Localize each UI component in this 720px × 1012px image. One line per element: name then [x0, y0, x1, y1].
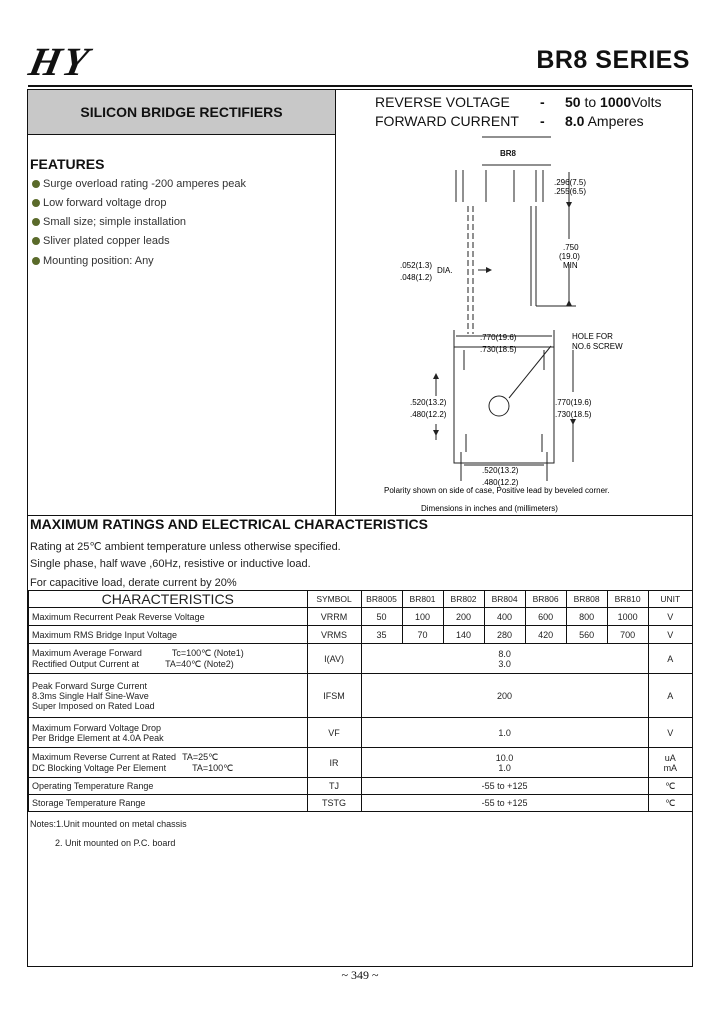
- spec-reverse-voltage: [375, 94, 685, 112]
- bullet-icon: [32, 237, 40, 245]
- polarity-note: Polarity shown on side of case, Positive lead by beveled corner.: [384, 486, 610, 495]
- table-cell: [29, 674, 308, 718]
- table-cell: TJ: [307, 778, 361, 795]
- row-value: 8.0: [498, 648, 511, 659]
- spec-dash: -: [540, 113, 545, 129]
- table-cell: [29, 644, 308, 674]
- dim-label: .770(19.6): [480, 333, 517, 342]
- dim-label: .048(1.2): [400, 273, 433, 282]
- dim-label: (19.0): [559, 252, 580, 261]
- column-header: BR802: [443, 591, 484, 608]
- table-cell: [648, 748, 692, 778]
- rating-note: Single phase, half wave ,60Hz, resistive or inductive load.: [30, 558, 311, 570]
- rating-note: Rating at 25℃ ambient temperature unless otherwise specified.: [30, 541, 341, 553]
- row-value: 1.0: [498, 762, 511, 773]
- dimensions-note: Dimensions in inches and (millimeters): [421, 504, 558, 513]
- row-value: 3.0: [498, 658, 511, 669]
- spec-dash: -: [540, 94, 545, 110]
- dim-label: .480(12.2): [410, 410, 447, 419]
- package-diagram: [336, 134, 692, 515]
- column-header: BR808: [566, 591, 607, 608]
- column-header: SYMBOL: [307, 591, 361, 608]
- row-text: DC Blocking Voltage Per Element TA=100℃: [32, 762, 234, 773]
- table-cell: [29, 718, 308, 748]
- table-cell: 70: [402, 626, 443, 644]
- table-cell: 400: [484, 608, 525, 626]
- table-cell: 200: [443, 608, 484, 626]
- row-text: Maximum Forward Voltage Drop: [32, 722, 162, 733]
- arrow-icon: [570, 419, 576, 425]
- feature-item: Mounting position: Any: [32, 255, 154, 267]
- row-text: Per Bridge Element at 4.0A Peak: [32, 732, 164, 743]
- column-header: BR810: [607, 591, 648, 608]
- table-row: [29, 748, 693, 778]
- row-text: Maximum Average Forward Tc=100℃ (Note1): [32, 647, 244, 658]
- characteristics-table: [28, 590, 693, 812]
- table-cell: IFSM: [307, 674, 361, 718]
- row-text: Rectified Output Current at TA=40℃ (Note2): [32, 658, 234, 669]
- table-cell: A: [648, 674, 692, 718]
- table-cell: VF: [307, 718, 361, 748]
- dim-label: .520(13.2): [410, 398, 447, 407]
- table-cell: 200: [361, 674, 648, 718]
- bullet-icon: [32, 199, 40, 207]
- table-cell: -55 to +125: [361, 795, 648, 812]
- column-header: BR806: [525, 591, 566, 608]
- table-cell: V: [648, 626, 692, 644]
- dim-label: .520(13.2): [482, 466, 519, 475]
- dim-label: .730(18.5): [480, 345, 517, 354]
- table-cell: [29, 748, 308, 778]
- table-cell: 35: [361, 626, 402, 644]
- table-cell: [361, 748, 648, 778]
- table-cell: TSTG: [307, 795, 361, 812]
- dim-label: .770(19.6): [555, 398, 592, 407]
- table-cell: ℃: [648, 778, 692, 795]
- arrow-icon: [486, 267, 492, 273]
- table-cell: 600: [525, 608, 566, 626]
- page-number: ~ 349 ~: [341, 968, 379, 982]
- arrow-icon: [433, 373, 439, 379]
- dim-label: DIA.: [437, 266, 453, 275]
- table-cell: 420: [525, 626, 566, 644]
- column-header: CHARACTERISTICS: [29, 591, 308, 608]
- table-cell: 100: [402, 608, 443, 626]
- table-cell: A: [648, 644, 692, 674]
- row-unit: mA: [663, 762, 678, 773]
- footnote: 2. Unit mounted on P.C. board: [55, 838, 176, 848]
- table-cell: 50: [361, 608, 402, 626]
- features-heading: FEATURES: [30, 156, 105, 172]
- dim-label: .296(7.5): [554, 178, 587, 187]
- row-text: 8.3ms Single Half Sine-Wave: [32, 690, 149, 701]
- arrow-icon: [566, 300, 572, 306]
- series-title: BR8 SERIES: [536, 46, 690, 74]
- table-cell: Operating Temperature Range: [29, 778, 308, 795]
- spec-label: FORWARD CURRENT: [375, 113, 519, 129]
- row-text: Maximum Reverse Current at Rated TA=25℃: [32, 751, 219, 762]
- bullet-icon: [32, 218, 40, 226]
- company-logo: HY: [25, 39, 95, 84]
- row-text: Peak Forward Surge Current: [32, 680, 148, 691]
- spec-label: REVERSE VOLTAGE: [375, 94, 510, 110]
- table-cell: 140: [443, 626, 484, 644]
- table-cell: VRMS: [307, 626, 361, 644]
- table-row: [29, 674, 693, 718]
- table-cell: -55 to +125: [361, 778, 648, 795]
- body-top-view: [454, 347, 554, 463]
- table-row: [29, 778, 693, 795]
- column-header: BR8005: [361, 591, 402, 608]
- ratings-heading: MAXIMUM RATINGS AND ELECTRICAL CHARACTERISTICS: [30, 516, 428, 532]
- product-title: SILICON BRIDGE RECTIFIERS: [28, 90, 336, 135]
- spec-value: 50 to 1000Volts: [565, 94, 662, 110]
- spec-value: 8.0 Amperes: [565, 113, 644, 129]
- table-cell: 560: [566, 626, 607, 644]
- table-row: [29, 718, 693, 748]
- header-rule: [28, 85, 692, 87]
- table-cell: 700: [607, 626, 648, 644]
- diagram-part-label: BR8: [500, 149, 517, 158]
- table-cell: V: [648, 608, 692, 626]
- feature-item: Low forward voltage drop: [32, 197, 167, 209]
- table-cell: [361, 644, 648, 674]
- spec-forward-current: [375, 113, 685, 131]
- row-value: 10.0: [495, 752, 514, 763]
- row-text: Super Imposed on Rated Load: [32, 700, 155, 711]
- table-cell: 800: [566, 608, 607, 626]
- dim-label: .730(18.5): [555, 410, 592, 419]
- table-row: [29, 626, 693, 644]
- table-row: [29, 608, 693, 626]
- table-cell: 280: [484, 626, 525, 644]
- table-cell: 1.0: [361, 718, 648, 748]
- dim-label: .480(12.2): [482, 478, 519, 487]
- table-cell: ℃: [648, 795, 692, 812]
- footnote: Notes:1.Unit mounted on metal chassis: [30, 819, 187, 829]
- feature-item: Small size; simple installation: [32, 216, 186, 228]
- mounting-hole: [489, 396, 509, 416]
- table-cell: Maximum RMS Bridge Input Voltage: [29, 626, 308, 644]
- dim-label: NO.6 SCREW: [572, 342, 623, 351]
- arrow-icon: [433, 430, 439, 436]
- table-cell: IR: [307, 748, 361, 778]
- table-cell: VRRM: [307, 608, 361, 626]
- table-cell: Maximum Recurrent Peak Reverse Voltage: [29, 608, 308, 626]
- column-header: BR801: [402, 591, 443, 608]
- table-cell: Storage Temperature Range: [29, 795, 308, 812]
- arrow-icon: [566, 202, 572, 208]
- column-header: BR804: [484, 591, 525, 608]
- bullet-icon: [32, 257, 40, 265]
- table-cell: V: [648, 718, 692, 748]
- table-cell: 1000: [607, 608, 648, 626]
- feature-item: Surge overload rating -200 amperes peak: [32, 178, 246, 190]
- column-header: UNIT: [648, 591, 692, 608]
- table-row: [29, 795, 693, 812]
- dim-label: .750: [563, 243, 579, 252]
- dim-label: MIN: [563, 261, 578, 270]
- rating-note: For capacitive load, derate current by 20%: [30, 577, 237, 589]
- table-row: [29, 644, 693, 674]
- table-cell: I(AV): [307, 644, 361, 674]
- dim-label: HOLE FOR: [572, 332, 613, 341]
- table-header-row: [29, 591, 693, 608]
- row-unit: uA: [664, 752, 676, 763]
- dim-label: .052(1.3): [400, 261, 433, 270]
- feature-item: Sliver plated copper leads: [32, 235, 170, 247]
- bullet-icon: [32, 180, 40, 188]
- dim-label: .255(6.5): [554, 187, 587, 196]
